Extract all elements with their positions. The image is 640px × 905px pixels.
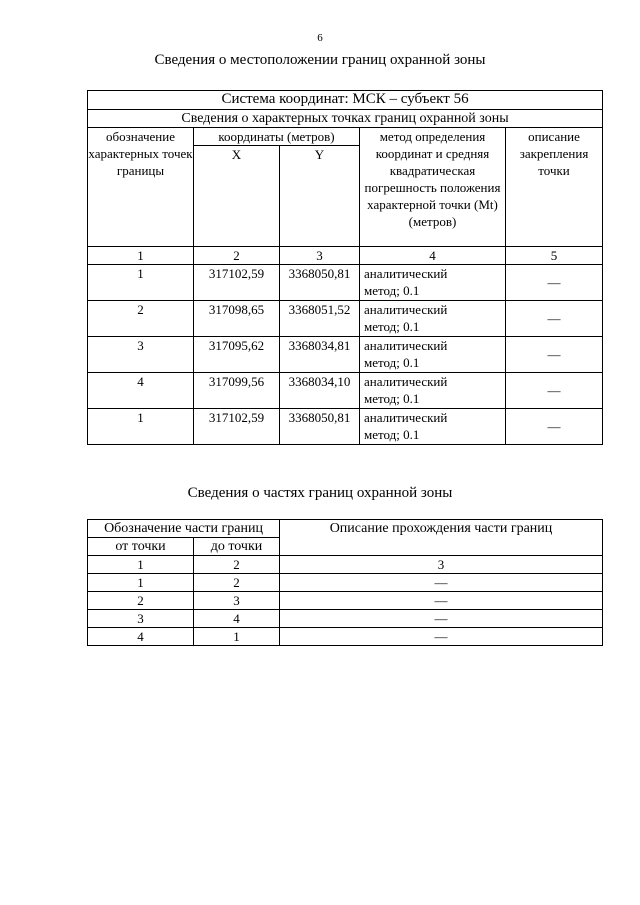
method-cell: [360, 301, 506, 337]
section-title-boundaries: Сведения о местоположении границ охранной зоны: [154, 52, 486, 68]
method-line: метод; 0.1: [364, 283, 420, 298]
boundary-parts-table: [87, 519, 603, 646]
header-y: Y: [280, 146, 360, 247]
part-description: —: [280, 628, 603, 646]
column-number: 2: [194, 247, 280, 265]
coord-x: 317098,65: [194, 301, 280, 337]
coord-x: 317099,56: [194, 373, 280, 409]
table-row: [88, 373, 603, 409]
point-description: —: [506, 373, 603, 409]
header-to-point: до точки: [194, 538, 280, 556]
point-description: —: [506, 301, 603, 337]
column-number: 1: [88, 247, 194, 265]
table-row: [88, 337, 603, 373]
page-number: 6: [317, 32, 323, 44]
to-point: 2: [194, 574, 280, 592]
part-description: —: [280, 592, 603, 610]
coord-x: 317102,59: [194, 409, 280, 445]
section-title-parts: Сведения о частях границ охранной зоны: [187, 485, 453, 501]
point-id: 2: [88, 301, 194, 337]
table-subtitle: Сведения о характерных точках границ охранной зоны: [88, 110, 603, 128]
coord-y: 3368050,81: [280, 409, 360, 445]
table-row: [88, 628, 603, 646]
boundary-points-table: [87, 90, 603, 445]
point-id: 3: [88, 337, 194, 373]
method-line: метод; 0.1: [364, 427, 420, 442]
method-cell: [360, 265, 506, 301]
point-id: 1: [88, 409, 194, 445]
column-number: 5: [506, 247, 603, 265]
header-method: метод определения координат и средняя квадратическая погрешность положения характерной точки (Mt) (метров): [360, 128, 506, 247]
coord-x: 317095,62: [194, 337, 280, 373]
to-point: 4: [194, 610, 280, 628]
header-description: описание закрепления точки: [506, 128, 603, 247]
header-point-designation: обозначение характерных точек границы: [88, 128, 194, 247]
table-row: [88, 574, 603, 592]
coord-x: 317102,59: [194, 265, 280, 301]
coord-y: 3368050,81: [280, 265, 360, 301]
point-description: —: [506, 265, 603, 301]
column-number: 2: [194, 556, 280, 574]
table-row: [88, 301, 603, 337]
method-cell: [360, 337, 506, 373]
method-line: аналитический: [364, 374, 448, 389]
method-cell: [360, 409, 506, 445]
from-point: 2: [88, 592, 194, 610]
point-description: —: [506, 337, 603, 373]
from-point: 4: [88, 628, 194, 646]
header-coordinates: координаты (метров): [194, 128, 360, 146]
table-row: [88, 265, 603, 301]
from-point: 1: [88, 574, 194, 592]
to-point: 1: [194, 628, 280, 646]
method-line: метод; 0.1: [364, 391, 420, 406]
method-line: метод; 0.1: [364, 319, 420, 334]
coord-y: 3368051,52: [280, 301, 360, 337]
table-row: [88, 592, 603, 610]
column-number: 3: [280, 556, 603, 574]
column-number: 4: [360, 247, 506, 265]
to-point: 3: [194, 592, 280, 610]
header-part-designation: Обозначение части границ: [88, 520, 280, 538]
method-cell: [360, 373, 506, 409]
method-line: аналитический: [364, 410, 448, 425]
header-from-point: от точки: [88, 538, 194, 556]
coordinate-system: Система координат: МСК – субъект 56: [88, 91, 603, 110]
table-row: [88, 610, 603, 628]
part-description: —: [280, 610, 603, 628]
coord-y: 3368034,81: [280, 337, 360, 373]
table-row: [88, 409, 603, 445]
header-x: X: [194, 146, 280, 247]
column-number: 3: [280, 247, 360, 265]
part-description: —: [280, 574, 603, 592]
point-id: 4: [88, 373, 194, 409]
method-line: аналитический: [364, 338, 448, 353]
from-point: 3: [88, 610, 194, 628]
method-line: аналитический: [364, 266, 448, 281]
point-id: 1: [88, 265, 194, 301]
method-line: аналитический: [364, 302, 448, 317]
column-number: 1: [88, 556, 194, 574]
header-part-description: Описание прохождения части границ: [280, 520, 603, 556]
coord-y: 3368034,10: [280, 373, 360, 409]
method-line: метод; 0.1: [364, 355, 420, 370]
point-description: —: [506, 409, 603, 445]
